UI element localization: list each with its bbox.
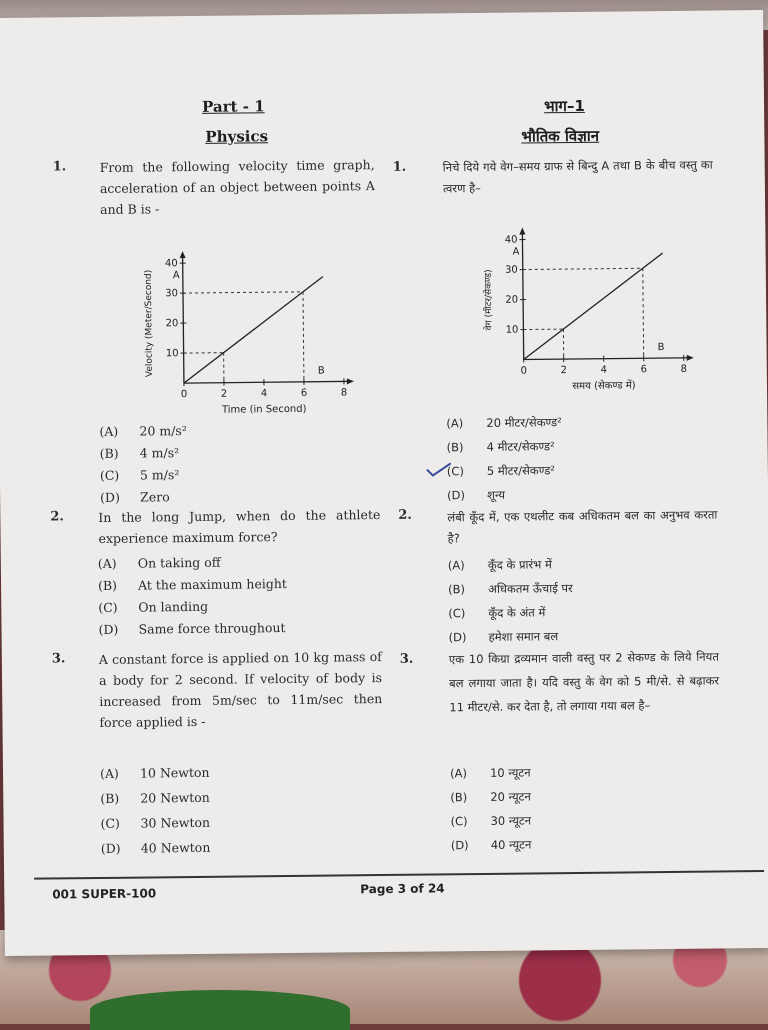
option-c[interactable]: (C) 30 Newton [100,810,210,836]
question-3-text-hindi: एक 10 किग्रा द्रव्यमान वाली वस्तु पर 2 सेकण्ड के लिये नियत बल लगाया जाता है। यदि वस्तु के वेग को 5 मी/से. से बढ़ाकर 11 मीटर/से. कर देता है, तो लगाया गया बल है– [449,645,720,720]
option-d[interactable]: (D) 40 Newton [101,835,211,861]
question-1-text: From the following velocity time graph, acceleration of an object between points A and B is - [100,154,376,220]
subject-heading: Physics [205,127,268,146]
question-2-options [98,551,288,641]
part-heading: Part - 1 [202,97,265,116]
guide-line [643,268,644,358]
y-tick-label: 20 [505,295,518,306]
x-axis-arrow [687,355,694,361]
x-tick-label: 0 [181,389,187,400]
option-d[interactable]: (D) शून्य [447,482,563,507]
x-axis-label: समय (सेकण्ड में) [572,379,635,392]
guide-line [523,268,643,269]
velocity-time-graph [127,239,369,422]
y-tick-label: 30 [505,265,518,276]
x-axis [524,358,692,360]
footer-code: 001 SUPER-100 [52,886,156,901]
option-b[interactable]: (B) 20 न्यूटन [450,784,531,809]
subject-heading-hindi: भौतिक विज्ञान [521,126,599,147]
option-b[interactable]: (B) 4 मीटर/सेकण्ड² [447,434,563,459]
x-axis-label: Time (in Second) [221,404,307,416]
footer-page-number: Page 3 of 24 [360,881,445,896]
x-tick-label: 8 [341,387,347,398]
x-axis [184,381,352,383]
y-tick-label: 20 [166,318,179,329]
option-c[interactable]: (C) 30 न्यूटन [450,808,531,833]
velocity-line [523,253,664,359]
y-axis-arrow [519,228,525,235]
y-axis-label: वेग (मीटर/सेकण्ड) [482,269,495,330]
y-axis [522,230,523,360]
x-tick-label: 2 [221,389,227,400]
answer-tick-mark [425,461,453,477]
option-d[interactable]: (D) हमेशा समान बल [448,624,573,649]
question-1-options [99,420,187,509]
option-a[interactable]: (A) 20 मीटर/सेकण्ड² [446,410,562,435]
footer-rule [34,870,764,880]
option-a[interactable]: (A) कूँद के प्रारंभ में [448,552,573,577]
velocity-line [183,277,324,383]
guide-line [183,292,303,293]
option-a[interactable]: (A) 20 m/s² [99,420,187,443]
question-1-number-hindi: 1. [393,160,407,175]
x-tick-label: 0 [521,365,527,376]
question-3-number-hindi: 3. [400,652,414,667]
question-2-text-hindi: लंबी कूँद में, एक एथलीट कब अधिकतम बल का अनुभव करता है? [447,505,717,550]
question-2-number: 2. [50,509,64,524]
option-c[interactable]: (C) कूँद के अंत में [448,600,573,625]
y-tick-label: 40 [505,235,518,246]
question-3-options-hindi [450,760,532,857]
option-b[interactable]: (B) At the maximum height [98,573,287,597]
question-2-number-hindi: 2. [398,508,412,523]
x-tick-label: 6 [301,388,307,399]
y-tick-label: 10 [506,325,519,336]
question-2-options-hindi [448,552,574,649]
point-label-a: A [173,270,180,281]
x-axis-arrow [347,378,354,384]
x-tick-label: 4 [601,365,607,376]
point-label-b: B [658,342,665,353]
option-d[interactable]: (D) 40 न्यूटन [451,832,532,857]
y-axis-label: Velocity (Meter/Second) [144,270,155,378]
option-b[interactable]: (B) 20 Newton [100,785,210,811]
question-3-options [100,760,211,861]
velocity-time-graph-hindi [467,216,709,399]
option-a[interactable]: (A) On taking off [98,551,287,575]
x-tick-label: 8 [681,364,687,375]
y-tick-label: 30 [165,288,178,299]
option-b[interactable]: (B) अधिकतम ऊँचाई पर [448,576,573,601]
question-1-options-hindi [446,410,562,507]
y-axis [183,253,184,383]
y-axis-arrow [180,251,186,258]
x-tick-label: 2 [561,365,567,376]
question-1-text-hindi: निचे दिये गये वेग–समय ग्राफ से बिन्दु A तथा B के बीच वस्तु का त्वरण है– [443,155,713,200]
question-3-text: A constant force is applied on 10 kg mass of a body for 2 second. If velocity of body is increased from 5m/sec to 11m/sec then force applied is - [99,646,383,733]
part-heading-hindi: भाग–1 [544,96,585,116]
x-tick-label: 6 [641,364,647,375]
option-c[interactable]: (C) 5 m/s² [100,464,188,487]
option-c[interactable]: (C) On landing [98,595,287,619]
point-label-b: B [318,366,325,377]
option-c[interactable]: (C) 5 मीटर/सेकण्ड² [447,458,563,483]
point-label-a: A [513,247,520,258]
background-green-object [90,990,350,1030]
question-1-number: 1. [53,159,67,174]
y-tick-label: 40 [165,258,178,269]
question-2-text: In the long Jump, when do the athlete experience maximum force? [98,504,380,549]
option-b[interactable]: (B) 4 m/s² [100,442,188,465]
exam-paper [0,10,768,956]
guide-line [303,292,304,382]
option-a[interactable]: (A) 10 Newton [100,760,210,786]
y-tick-label: 10 [166,348,179,359]
question-3-number: 3. [52,651,66,666]
option-d[interactable]: (D) Zero [100,486,188,509]
option-a[interactable]: (A) 10 न्यूटन [450,760,531,785]
option-d[interactable]: (D) Same force throughout [98,617,287,641]
x-tick-label: 4 [261,388,267,399]
